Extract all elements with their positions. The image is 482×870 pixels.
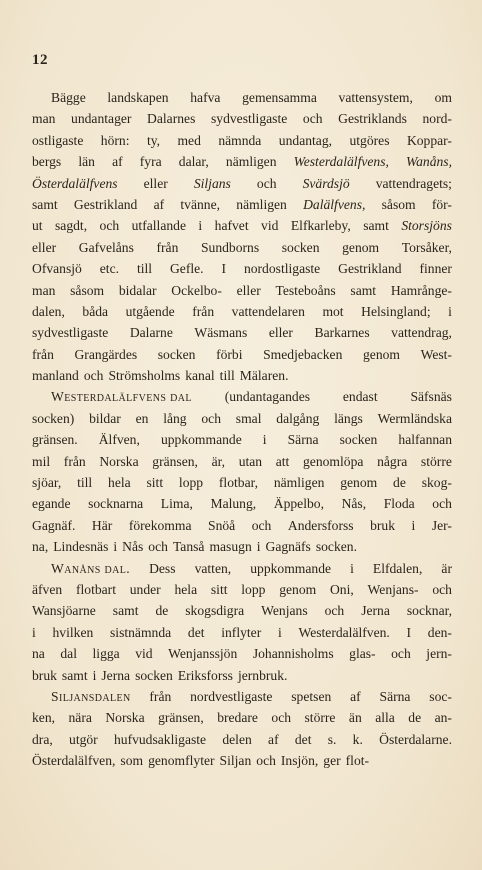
word: Helsingland;	[361, 303, 431, 319]
word: Österdalälfven,	[32, 753, 116, 769]
word: bildar	[89, 410, 121, 426]
text-line	[32, 665, 452, 686]
word: bredare	[217, 710, 258, 726]
word: flotbart	[75, 581, 116, 597]
word: i	[262, 432, 267, 448]
text-line	[32, 386, 452, 407]
word: och	[324, 603, 345, 619]
word: hörn:	[100, 132, 130, 148]
word: Tanså	[172, 539, 205, 555]
text-line	[32, 536, 452, 557]
word: i	[198, 218, 203, 234]
word: om	[434, 90, 452, 105]
text-line	[32, 215, 452, 236]
word: Mälaren.	[239, 368, 289, 384]
word: socken	[135, 667, 173, 683]
word: nära	[68, 710, 92, 726]
word: samt	[112, 603, 139, 619]
text-line	[32, 173, 452, 194]
text-line	[32, 108, 452, 129]
word: skog-	[421, 475, 452, 491]
word: lopp	[178, 475, 204, 491]
word: genomflyter	[148, 753, 215, 769]
word: och	[148, 539, 168, 555]
word: de	[408, 710, 422, 726]
word: undantag,	[278, 132, 333, 148]
word: Westerdalälfvens dal	[51, 389, 192, 405]
word: hvilken	[52, 624, 94, 640]
word: Malung,	[210, 496, 257, 512]
word: nordostligaste	[243, 261, 321, 277]
word: man	[32, 111, 56, 127]
text-line	[32, 194, 452, 215]
word: jernbruk.	[237, 667, 288, 683]
word: såsom	[381, 196, 416, 212]
word: Elfkarleby,	[290, 218, 351, 234]
word: bergs	[32, 154, 62, 170]
word: Nås,	[341, 496, 367, 512]
word: Eriksforss	[177, 667, 233, 683]
word: Grangärdes	[74, 346, 138, 362]
word: Lindesnäs	[53, 539, 109, 555]
word: jern-	[426, 646, 452, 662]
word: hela	[108, 475, 131, 491]
word: eller	[236, 282, 261, 298]
text-line	[32, 408, 452, 429]
word: Ofvansjö	[32, 261, 82, 277]
word: Westerdalälfven.	[298, 624, 390, 640]
word: Insjön,	[280, 753, 319, 769]
word: och	[302, 111, 323, 127]
word: Särna	[379, 688, 411, 704]
word: gemensamma	[242, 90, 317, 105]
word: uppkommande	[250, 560, 332, 576]
word: Ockelbo-	[171, 282, 222, 298]
word: Westerdalälfvens,	[293, 154, 389, 170]
word: undantager	[71, 111, 132, 127]
text-line	[32, 429, 452, 450]
text-line	[32, 515, 452, 536]
text-line	[32, 558, 452, 579]
word: flot-	[345, 753, 370, 769]
word: Testeboåns	[275, 282, 336, 298]
word: Jerna	[361, 603, 390, 619]
word: Strömsholms	[108, 368, 181, 384]
page-number: 12	[32, 52, 48, 68]
word: de	[155, 603, 169, 619]
word: eller	[143, 175, 168, 191]
word: Gestriklands	[338, 111, 407, 127]
word: större	[420, 453, 452, 469]
word: flotbar,	[218, 475, 258, 491]
word: I	[406, 624, 412, 640]
word: vid	[135, 646, 153, 662]
word: samt	[350, 282, 377, 298]
word: vatten,	[194, 560, 232, 576]
word: och	[432, 581, 452, 597]
word: till	[136, 261, 153, 277]
text-line	[32, 301, 452, 322]
word: utgör	[69, 731, 98, 747]
word: båda	[82, 303, 109, 319]
word: under	[129, 581, 161, 597]
word: k.	[352, 731, 363, 747]
word: utgående	[125, 303, 175, 319]
text-line	[32, 643, 452, 664]
word: vattensystem,	[338, 90, 413, 105]
word: från	[32, 346, 54, 362]
body-text	[32, 87, 452, 772]
word: en	[135, 410, 149, 426]
word: sjöar,	[32, 475, 62, 491]
text-line	[32, 322, 452, 343]
word: socknarna	[88, 496, 144, 512]
word: dalgång	[276, 410, 320, 426]
word: an-	[434, 710, 452, 726]
word: skogsdigra	[185, 603, 245, 619]
word: halfannan	[398, 432, 452, 448]
word: och	[201, 410, 222, 426]
word: Dalälfvens,	[303, 196, 366, 212]
word: Floda	[383, 496, 415, 512]
word: nämligen	[236, 196, 287, 212]
word: sitt	[146, 475, 164, 491]
word: ken,	[32, 710, 56, 726]
text-line	[32, 493, 452, 514]
word: tvänne,	[180, 196, 221, 212]
word: Wanåns,	[406, 154, 452, 170]
word: sitt	[210, 581, 228, 597]
text-line	[32, 87, 452, 108]
word: och	[251, 517, 272, 533]
text-line	[32, 237, 452, 258]
word: Norska	[105, 710, 145, 726]
word: nämligen	[273, 475, 325, 491]
word: och	[256, 175, 277, 191]
word: af	[350, 688, 361, 704]
word: endast	[342, 389, 378, 405]
word: längs	[334, 410, 363, 426]
word: dalen,	[32, 303, 65, 319]
word: socken	[157, 346, 196, 362]
word: till	[77, 475, 93, 491]
word: gränsen,	[152, 453, 198, 469]
word: Österdalarne.	[379, 731, 452, 747]
word: nord-	[422, 111, 452, 127]
word: Wenjanssjön	[168, 646, 238, 662]
word: mot	[322, 303, 344, 319]
word: Jer-	[431, 517, 452, 533]
word: i	[277, 624, 282, 640]
word: socknar,	[406, 603, 452, 619]
word: socken)	[32, 410, 75, 426]
word: alla	[375, 710, 395, 726]
text-line	[32, 707, 452, 728]
word: West-	[420, 346, 452, 362]
word: vattendragets;	[375, 175, 452, 191]
word: Koppar-	[406, 132, 452, 148]
word: (undantagandes	[224, 389, 311, 405]
word: hafva	[190, 90, 221, 105]
word: för-	[431, 196, 452, 212]
word: hufvudsakligaste	[113, 731, 207, 747]
word: bruk	[32, 667, 57, 683]
word: Dalarnes	[147, 111, 196, 127]
word: sydvestligaste	[32, 325, 109, 341]
word: som	[120, 753, 144, 769]
word: Gestrikland	[73, 196, 138, 212]
text-line	[32, 729, 452, 750]
text-line	[32, 686, 452, 707]
word: Här	[91, 517, 113, 533]
word: gränsen.	[32, 432, 78, 448]
word: Svärdsjö	[302, 175, 350, 191]
word: utgöres	[349, 132, 390, 148]
word: lång	[163, 410, 187, 426]
word: Gafvelåns	[78, 239, 134, 255]
word: Gagnäf.	[32, 517, 76, 533]
word: Österdalälfvens	[32, 175, 118, 191]
word: de	[393, 475, 406, 491]
text-line	[32, 151, 452, 172]
word: Snöå	[208, 517, 236, 533]
word: genom	[342, 239, 380, 255]
word: Torsåker,	[401, 239, 452, 255]
word: utfallande	[131, 218, 186, 234]
word: vattendelaren	[231, 303, 305, 319]
word: socken.	[315, 539, 357, 555]
word: Siljansdalen	[51, 688, 131, 704]
word: såsom	[70, 282, 105, 298]
text-line	[32, 258, 452, 279]
word: glas-	[349, 646, 376, 662]
word: I	[221, 261, 227, 277]
word: att	[275, 453, 290, 469]
word: i	[411, 517, 416, 533]
word: nämnda	[218, 132, 262, 148]
word: Siljans	[193, 175, 231, 191]
word: Dalarne	[129, 325, 173, 341]
word: det	[187, 624, 205, 640]
word: Oni,	[329, 581, 354, 597]
word: vid	[261, 218, 279, 234]
word: Gestrikland	[338, 261, 402, 277]
word: lopp	[241, 581, 266, 597]
word: eller	[32, 239, 57, 255]
word: man	[32, 282, 56, 298]
word: bidalar	[118, 282, 157, 298]
word: eller	[268, 325, 293, 341]
word: na	[32, 646, 45, 662]
word: vattendrag,	[391, 325, 452, 341]
word: förbi	[216, 346, 243, 362]
text-line	[32, 344, 452, 365]
word: smal	[235, 410, 262, 426]
word: Siljan	[219, 753, 252, 769]
word: Särna	[287, 432, 319, 448]
word: ty,	[146, 132, 161, 148]
word: Äppelbo,	[273, 496, 324, 512]
word: genom	[279, 581, 317, 597]
word: sistnämnda	[110, 624, 172, 640]
word: ger	[323, 753, 341, 769]
word: sagdt,	[55, 218, 88, 234]
word: dalar,	[178, 154, 209, 170]
word: än	[348, 710, 362, 726]
word: Andersforss	[287, 517, 354, 533]
word: det	[294, 731, 312, 747]
word: Wenjans	[261, 603, 308, 619]
word: Gagnäfs	[265, 539, 311, 555]
word: Norska	[99, 453, 139, 469]
word: fyra	[139, 154, 162, 170]
word: sydvestligaste	[210, 111, 288, 127]
word: Smedjebacken	[263, 346, 343, 362]
word: Wanåns dal.	[51, 560, 131, 576]
word: af	[153, 196, 165, 212]
word: Elfdalen,	[372, 560, 423, 576]
text-line	[32, 622, 452, 643]
word: Wermländska	[377, 410, 452, 426]
word: samt	[363, 218, 389, 234]
word: spetsen	[291, 688, 332, 704]
word: hafvet	[214, 218, 249, 234]
word: nordvestligaste	[190, 688, 273, 704]
word: nämligen	[225, 154, 277, 170]
word: delen	[222, 731, 252, 747]
word: genomlöpa	[303, 453, 364, 469]
word: dal	[60, 646, 77, 662]
word: landskapen	[107, 90, 169, 105]
text-line	[32, 280, 452, 301]
word: af	[112, 154, 123, 170]
word: från	[149, 688, 172, 704]
text-line	[32, 451, 452, 472]
text-line	[32, 600, 452, 621]
word: Wansjöarne	[32, 603, 96, 619]
word: län	[78, 154, 95, 170]
word: ligga	[92, 646, 120, 662]
word: Älfven,	[98, 432, 140, 448]
word: bruk	[370, 517, 396, 533]
word: och	[83, 368, 104, 384]
word: Johannisholms	[252, 646, 334, 662]
word: är	[441, 560, 452, 576]
word: gränsen,	[158, 710, 204, 726]
word: Bägge	[51, 90, 86, 105]
word: kanal	[185, 368, 215, 384]
word: Sundborns	[200, 239, 260, 255]
word: från	[192, 303, 215, 319]
word: från	[63, 453, 86, 469]
word: till	[219, 368, 235, 384]
word: i	[113, 539, 118, 555]
word: s.	[327, 731, 337, 747]
word: Gefle.	[169, 261, 204, 277]
word: ut	[32, 218, 43, 234]
word: med	[177, 132, 201, 148]
word: äfven	[32, 581, 63, 597]
word: och	[271, 710, 292, 726]
text-line	[32, 472, 452, 493]
word: Nås	[122, 539, 144, 555]
word: och	[256, 753, 276, 769]
word: Säfsnäs	[410, 389, 452, 405]
word: och	[432, 496, 452, 512]
word: Wäsmans	[194, 325, 248, 341]
word: större	[304, 710, 336, 726]
word: i	[350, 560, 354, 576]
word: i	[448, 303, 452, 319]
word: Storsjöns	[401, 218, 452, 234]
word: några	[377, 453, 408, 469]
word: manland	[32, 368, 79, 384]
word: Barkarnes	[314, 325, 370, 341]
text-line	[32, 130, 452, 151]
word: i	[92, 667, 97, 683]
word: och	[391, 646, 411, 662]
word: Lima,	[160, 496, 193, 512]
word: inflyter	[221, 624, 262, 640]
word: uppkommande	[160, 432, 242, 448]
word: Hamrånge-	[390, 282, 452, 298]
word: Jerna	[101, 667, 131, 683]
word: den-	[427, 624, 452, 640]
word: är,	[211, 453, 226, 469]
word: af	[268, 731, 279, 747]
word: Wenjans-	[367, 581, 419, 597]
word: genom	[362, 346, 400, 362]
word: na,	[32, 539, 49, 555]
word: etc.	[99, 261, 120, 277]
word: samt	[32, 196, 58, 212]
word: från	[156, 239, 179, 255]
word: egande	[32, 496, 71, 512]
word: masugn	[209, 539, 252, 555]
word: ostligaste	[32, 132, 84, 148]
text-line	[32, 750, 452, 771]
word: mil	[32, 453, 51, 469]
word: socken	[339, 432, 378, 448]
word: förekomma	[128, 517, 192, 533]
word: soc-	[429, 688, 452, 704]
text-line	[32, 579, 452, 600]
word: hela	[174, 581, 198, 597]
word: dra,	[32, 731, 53, 747]
text-line	[32, 365, 452, 386]
word: socken	[281, 239, 320, 255]
word: i	[256, 539, 261, 555]
word: finner	[419, 261, 452, 277]
word: och	[99, 218, 120, 234]
word: utan	[238, 453, 263, 469]
word: Dess	[149, 560, 176, 576]
word: i	[32, 624, 36, 640]
word: samt	[61, 667, 88, 683]
word: genom	[340, 475, 378, 491]
